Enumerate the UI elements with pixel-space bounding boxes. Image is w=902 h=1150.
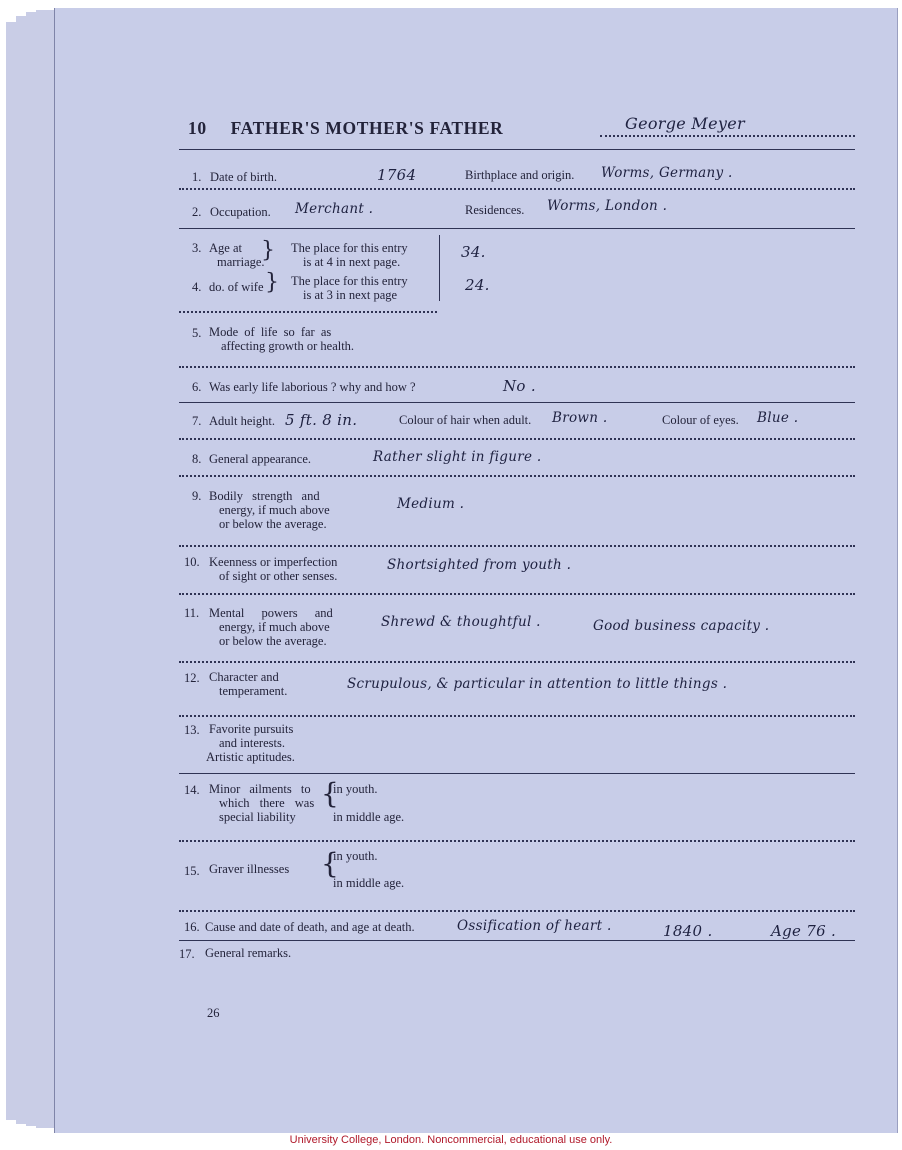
bodily-strength-label: or below the average. bbox=[219, 517, 327, 531]
residences-label: Residences. bbox=[465, 203, 525, 217]
date-of-birth-label: Date of birth. bbox=[210, 170, 277, 184]
date-of-death-value: 1840 . bbox=[663, 922, 713, 940]
dotted-line bbox=[179, 661, 855, 663]
entry-note: is at 4 in next page. bbox=[303, 255, 401, 269]
page-number: 26 bbox=[207, 1006, 220, 1020]
item-number: 12. bbox=[184, 671, 200, 685]
form-page bbox=[54, 8, 898, 1133]
entry-note: The place for this entry bbox=[291, 241, 408, 255]
keenness-label: of sight or other senses. bbox=[219, 569, 338, 583]
copyright-footer: University College, London. Noncommercial, educational use only. bbox=[289, 1134, 613, 1146]
cause-of-death-value: Ossification of heart . bbox=[457, 918, 612, 934]
item-number: 16. bbox=[184, 920, 200, 934]
favorite-pursuits-label: and interests. bbox=[219, 736, 285, 750]
rule bbox=[179, 402, 855, 403]
section-title: FATHER'S MOTHER'S FATHER bbox=[230, 118, 504, 138]
dotted-line bbox=[179, 438, 855, 440]
early-life-label: Was early life laborious ? why and how ? bbox=[209, 380, 416, 394]
item-number: 11. bbox=[184, 606, 200, 620]
bodily-strength-label: Bodily strength and bbox=[209, 489, 320, 503]
occupation-label: Occupation. bbox=[210, 205, 271, 219]
birthplace-label: Birthplace and origin. bbox=[465, 168, 575, 182]
early-life-value: No . bbox=[503, 377, 536, 395]
item-number: 13. bbox=[184, 723, 200, 737]
brace: { bbox=[321, 777, 339, 810]
mental-powers-label: energy, if much above bbox=[219, 620, 330, 634]
minor-ailments-label: which there was bbox=[219, 796, 315, 810]
bodily-strength-value: Medium . bbox=[397, 496, 465, 512]
mental-powers-label: or below the average. bbox=[219, 634, 327, 648]
hair-colour-label: Colour of hair when adult. bbox=[399, 413, 532, 427]
wife-age-label: do. of wife bbox=[209, 280, 264, 294]
item-number: 14. bbox=[184, 783, 200, 797]
brace: } bbox=[261, 238, 275, 263]
mode-of-life-label: affecting growth or health. bbox=[221, 339, 355, 353]
mode-of-life-label: Mode of life so far as bbox=[209, 325, 332, 339]
age-at-death-value: Age 76 . bbox=[771, 922, 837, 940]
mental-powers-label: Mental powers and bbox=[209, 606, 333, 620]
general-remarks-label: General remarks. bbox=[205, 946, 292, 960]
item-number: 3. bbox=[192, 241, 202, 255]
graver-illnesses-label: Graver illnesses bbox=[209, 862, 290, 876]
keenness-value: Shortsighted from youth . bbox=[387, 557, 572, 573]
section-number: 10 bbox=[188, 118, 207, 138]
rule bbox=[179, 149, 855, 150]
dotted-line bbox=[179, 188, 855, 190]
item-number: 8. bbox=[192, 452, 202, 466]
favorite-pursuits-label: Artistic aptitudes. bbox=[206, 750, 295, 764]
wife-age-value: 24. bbox=[465, 276, 490, 294]
dotted-line bbox=[179, 545, 855, 547]
eye-colour-value: Blue . bbox=[757, 410, 799, 426]
dotted-line bbox=[179, 475, 855, 477]
rule bbox=[179, 940, 855, 941]
general-appearance-label: General appearance. bbox=[209, 452, 312, 466]
item-number: 9. bbox=[192, 489, 202, 503]
dotted-line bbox=[179, 715, 855, 717]
item-number: 10. bbox=[184, 555, 200, 569]
dotted-line bbox=[179, 593, 855, 595]
adult-height-value: 5 ft. 8 in. bbox=[285, 411, 358, 429]
middle-age-option: in middle age. bbox=[333, 876, 405, 890]
favorite-pursuits-label: Favorite pursuits bbox=[209, 722, 294, 736]
cause-of-death-label: Cause and date of death, and age at death. bbox=[205, 920, 415, 934]
brace: { bbox=[321, 847, 339, 880]
residences-value: Worms, London . bbox=[547, 198, 668, 214]
age-at-marriage-value: 34. bbox=[461, 243, 486, 261]
minor-ailments-label: special liability bbox=[219, 810, 296, 824]
divider bbox=[439, 235, 440, 301]
eye-colour-label: Colour of eyes. bbox=[662, 413, 739, 427]
character-value: Scrupulous, & particular in attention to little things . bbox=[347, 676, 728, 692]
brace: } bbox=[265, 270, 279, 295]
hair-colour-value: Brown . bbox=[552, 410, 608, 426]
item-number: 1. bbox=[192, 170, 202, 184]
item-number: 2. bbox=[192, 205, 202, 219]
middle-age-option: in middle age. bbox=[333, 810, 405, 824]
minor-ailments-label: Minor ailments to bbox=[209, 782, 311, 796]
business-capacity-value: Good business capacity . bbox=[593, 618, 770, 634]
occupation-value: Merchant . bbox=[295, 201, 374, 217]
adult-height-label: Adult height. bbox=[209, 414, 275, 428]
item-number: 5. bbox=[192, 326, 202, 340]
character-label: Character and bbox=[209, 670, 279, 684]
general-appearance-value: Rather slight in figure . bbox=[373, 449, 542, 465]
age-at-marriage-label: marriage. bbox=[217, 255, 265, 269]
item-number: 15. bbox=[184, 864, 200, 878]
youth-option: in youth. bbox=[333, 849, 378, 863]
name-line bbox=[600, 135, 855, 137]
birthplace-value: Worms, Germany . bbox=[601, 165, 733, 181]
ancestor-name: George Meyer bbox=[625, 114, 745, 133]
dotted-line bbox=[179, 840, 855, 842]
mental-powers-value: Shrewd & thoughtful . bbox=[381, 614, 541, 630]
dotted-line bbox=[179, 311, 437, 313]
dotted-line bbox=[179, 366, 855, 368]
date-of-birth-value: 1764 bbox=[377, 166, 417, 184]
page-title bbox=[188, 118, 503, 139]
entry-note: The place for this entry bbox=[291, 274, 408, 288]
item-number: 6. bbox=[192, 380, 202, 394]
rule bbox=[179, 773, 855, 774]
dotted-line bbox=[179, 910, 855, 912]
youth-option: in youth. bbox=[333, 782, 378, 796]
rule bbox=[179, 228, 855, 229]
keenness-label: Keenness or imperfection bbox=[209, 555, 338, 569]
item-number: 17. bbox=[179, 947, 195, 961]
item-number: 4. bbox=[192, 280, 202, 294]
entry-note: is at 3 in next page bbox=[303, 288, 398, 302]
age-at-marriage-label: Age at bbox=[209, 241, 242, 255]
item-number: 7. bbox=[192, 414, 202, 428]
character-label: temperament. bbox=[219, 684, 288, 698]
bodily-strength-label: energy, if much above bbox=[219, 503, 330, 517]
